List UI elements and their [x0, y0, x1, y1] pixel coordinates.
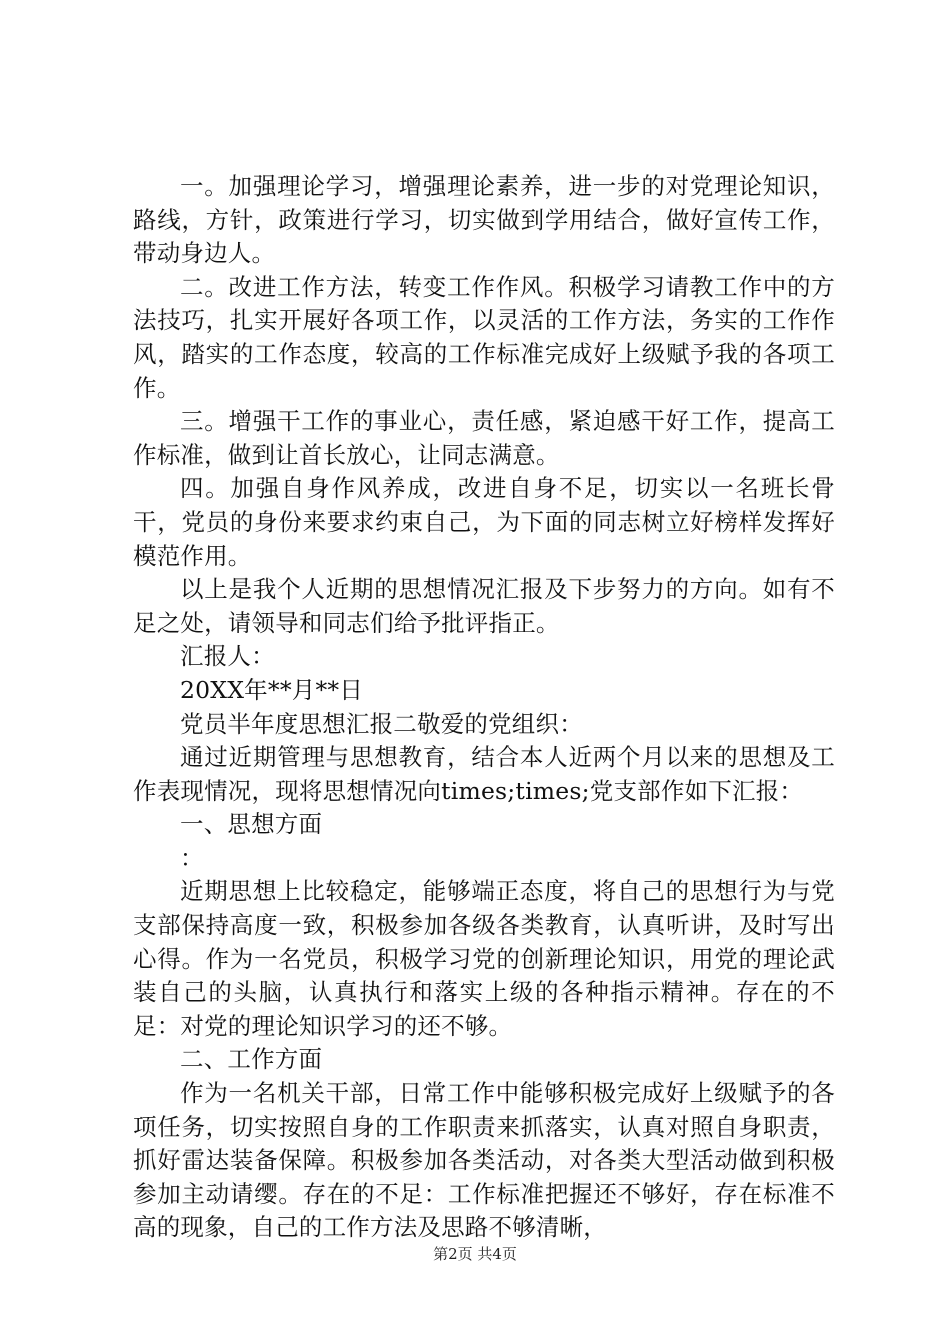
- paragraph-summary: 以上是我个人近期的思想情况汇报及下步努力的方向。如有不足之处，请领导和同志们给予批评指正。: [133, 575, 835, 637]
- paragraph-point-one: 一。加强理论学习，增强理论素养，进一步的对党理论知识，路线，方针，政策进行学习，切实做到学用结合，做好宣传工作，带动身边人。: [133, 172, 835, 268]
- paragraph-work: 作为一名机关干部，日常工作中能够积极完成好上级赋予的各项任务，切实按照自身的工作职责来抓落实，认真对照自身职责，抓好雷达装备保障。积极参加各类活动，对各类大型活动做到积极参加主动请缨。存在的不足：工作标准把握还不够好，存在标准不高的现象，自己的工作方法及思路不够清晰，: [133, 1079, 835, 1242]
- second-report-title: 党员半年度思想汇报二敬爱的党组织：: [180, 709, 583, 738]
- section-heading-work: 二、工作方面: [180, 1045, 323, 1074]
- paragraph-intro: 通过近期管理与思想教育，结合本人近两个月以来的思想及工作表现情况，现将思想情况向times;times;党支部作如下汇报：: [133, 743, 835, 805]
- paragraph-thought: 近期思想上比较稳定，能够端正态度，将自己的思想行为与党支部保持高度一致，积极参加各级各类教育，认真听讲，及时写出心得。作为一名党员，积极学习党的创新理论知识，用党的理论武装自己的头脑，认真执行和落实上级的各种指示精神。存在的不足：对党的理论知识学习的还不够。: [133, 877, 835, 1040]
- paragraph-point-four: 四。加强自身作风养成，改进自身不足，切实以一名班长骨干，党员的身份来要求约束自己，为下面的同志树立好榜样发挥好模范作用。: [133, 474, 835, 570]
- reporter-label: 汇报人：: [180, 642, 275, 671]
- report-date: 20XX年**月**日: [180, 675, 364, 704]
- document-body: [133, 170, 835, 1245]
- section-heading-thought: 一、思想方面: [180, 810, 323, 839]
- paragraph-point-two: 二。改进工作方法，转变工作作风。积极学习请教工作中的方法技巧，扎实开展好各项工作，以灵活的工作方法，务实的工作作风，踏实的工作态度，较高的工作标准完成好上级赋予我的各项工作。: [133, 272, 835, 402]
- paragraph-point-three: 三。增强干工作的事业心，责任感，紧迫感干好工作，提高工作标准，做到让首长放心，让同志满意。: [133, 407, 835, 469]
- colon-line: ：: [180, 843, 204, 872]
- page-footer: 第2页 共4页: [433, 1245, 517, 1263]
